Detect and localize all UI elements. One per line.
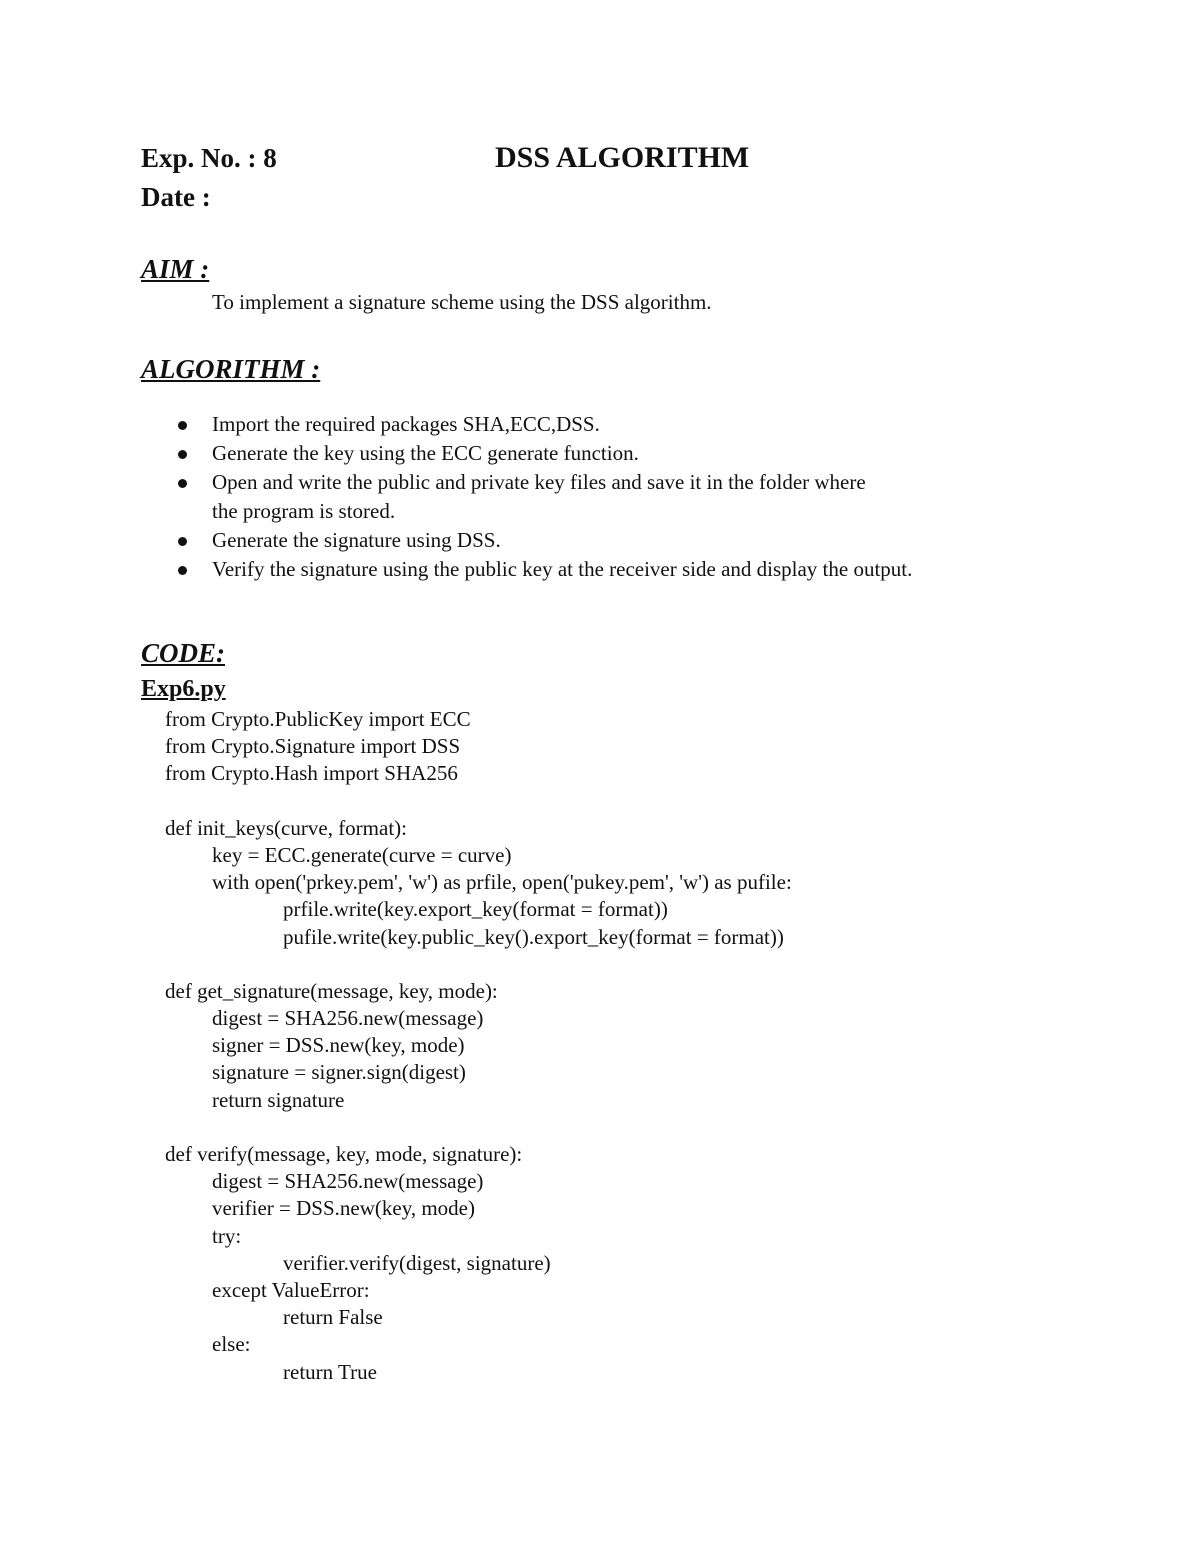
- list-item: [178, 410, 912, 439]
- code-line: from Crypto.Hash import SHA256: [165, 761, 458, 786]
- aim-heading: AIM :: [141, 254, 210, 284]
- code-line: return signature: [212, 1087, 345, 1112]
- step-text: Generate the signature using DSS.: [212, 528, 501, 552]
- bullet-icon: [178, 566, 187, 575]
- code-line: digest = SHA256.new(message): [212, 1169, 484, 1194]
- algorithm-steps: [178, 410, 912, 584]
- step-text-continued: the program is stored.: [212, 499, 396, 523]
- code-line: from Crypto.PublicKey import ECC: [165, 707, 471, 731]
- bullet-icon: [178, 421, 187, 430]
- experiment-number: Exp. No. : 8: [141, 143, 277, 173]
- list-item: [178, 555, 912, 584]
- code-line: verifier = DSS.new(key, mode): [212, 1196, 475, 1221]
- code-line: signer = DSS.new(key, mode): [212, 1033, 465, 1058]
- step-text: Generate the key using the ECC generate function.: [212, 441, 639, 465]
- code-line: try:: [212, 1223, 242, 1248]
- date-label: Date :: [141, 182, 211, 212]
- code-heading: CODE:: [141, 638, 226, 668]
- code-line: else:: [212, 1332, 251, 1357]
- code-line: [165, 1114, 792, 1141]
- list-item: [178, 468, 912, 526]
- code-line: def init_keys(curve, format):: [165, 815, 407, 840]
- bullet-icon: [178, 537, 187, 546]
- bullet-icon: [178, 450, 187, 459]
- code-listing: [165, 706, 792, 1386]
- code-line: pufile.write(key.public_key().export_key(format = format)): [283, 924, 784, 949]
- code-line: def get_signature(message, key, mode):: [165, 978, 498, 1003]
- code-filename: Exp6.py: [141, 676, 226, 702]
- algorithm-heading: ALGORITHM :: [141, 354, 321, 384]
- code-line: def verify(message, key, mode, signature):: [165, 1142, 523, 1166]
- code-line: return True: [283, 1359, 377, 1384]
- code-line: signature = signer.sign(digest): [212, 1060, 466, 1085]
- code-line: from Crypto.Signature import DSS: [165, 734, 461, 759]
- list-item: [178, 526, 912, 555]
- code-line: except ValueError:: [212, 1277, 370, 1302]
- step-text: Open and write the public and private key files and save it in the folder where: [212, 470, 866, 494]
- aim-text: To implement a signature scheme using the DSS algorithm.: [212, 290, 712, 314]
- step-text: Verify the signature using the public key at the receiver side and display the output.: [212, 557, 913, 581]
- code-line: prfile.write(key.export_key(format = format)): [283, 897, 668, 922]
- code-line: return False: [283, 1305, 383, 1330]
- code-line: digest = SHA256.new(message): [212, 1006, 484, 1031]
- code-line: verifier.verify(digest, signature): [283, 1250, 551, 1275]
- page-title: DSS ALGORITHM: [495, 141, 750, 174]
- code-line: [165, 951, 792, 978]
- list-item: [178, 439, 912, 468]
- step-text: Import the required packages SHA,ECC,DSS.: [212, 412, 600, 436]
- code-line: [165, 788, 792, 815]
- code-line: key = ECC.generate(curve = curve): [212, 842, 512, 867]
- code-line: with open('prkey.pem', 'w') as prfile, open('pukey.pem', 'w') as pufile:: [212, 870, 792, 895]
- bullet-icon: [178, 479, 187, 488]
